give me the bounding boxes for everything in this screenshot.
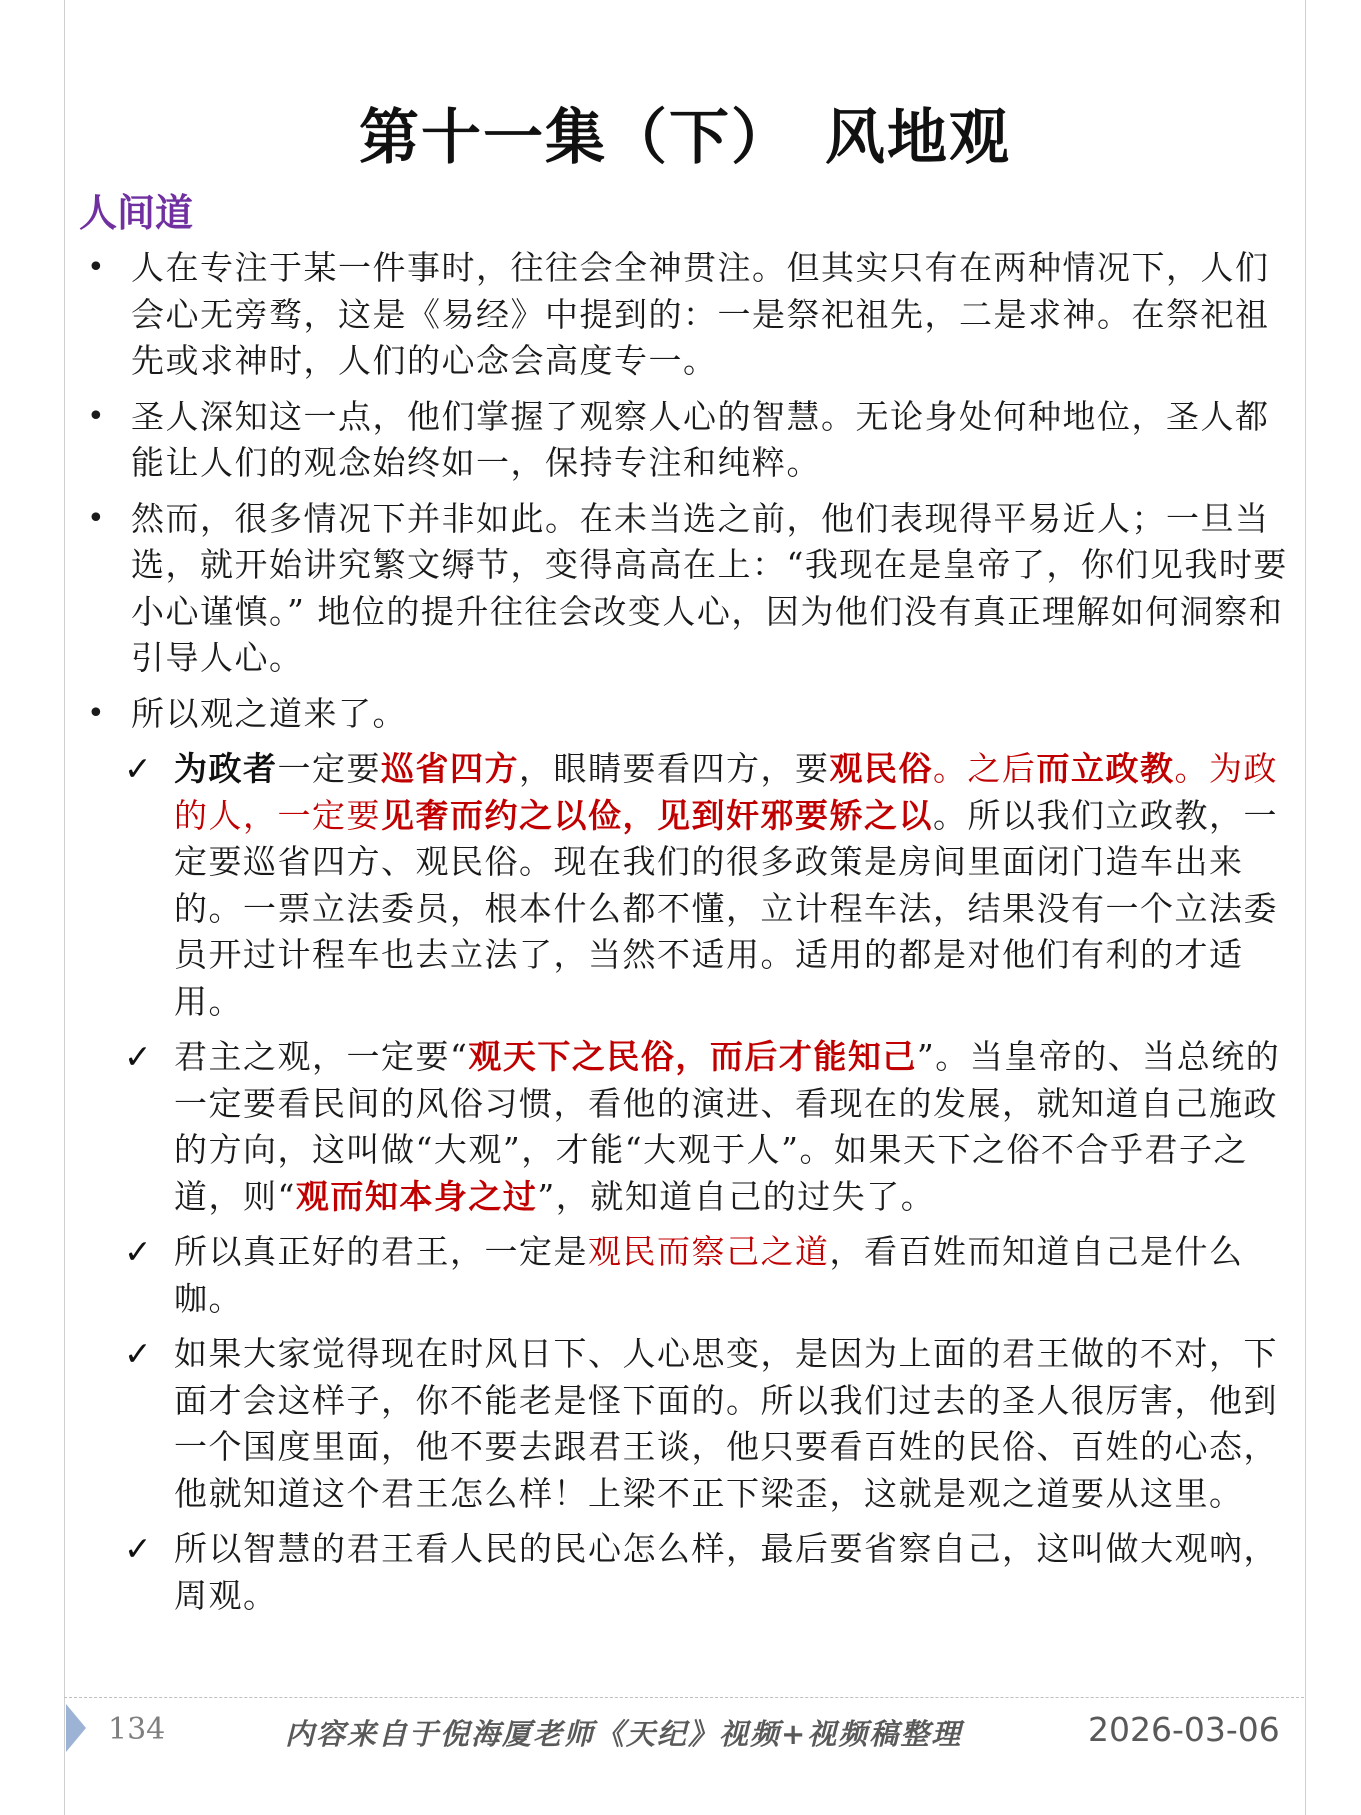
- slide-page: [64, 0, 1306, 1815]
- bullet-marker: •: [87, 250, 107, 285]
- content-body: [79, 245, 1294, 1628]
- check-icon: ✓: [124, 1529, 154, 1568]
- check-item: [79, 746, 1294, 1025]
- bullet-item: [79, 394, 1294, 487]
- text-plain: 一定要: [277, 749, 381, 788]
- page-number: 134: [108, 1712, 166, 1747]
- check-icon: ✓: [124, 1232, 154, 1271]
- section-heading: 人间道: [79, 190, 194, 235]
- bullet-text: 人在专注于某一件事时，往往会全神贯注。但其实只有在两种情况下，人们会心无旁骛，这是《易经》中提到的：一是祭祀祖先，二是求神。在祭祀祖先或求神时，人们的心念会高度专一。: [131, 248, 1270, 380]
- text-plain: ”，就知道自己的过失了。: [537, 1176, 936, 1216]
- check-item: [79, 1034, 1294, 1220]
- text-emphasis: 而立政教: [1036, 749, 1175, 788]
- bullet-item: [79, 496, 1294, 682]
- text-plain: ”。当皇帝的、当总统的一定要看民间的风俗习惯，看他的演进、看现在的发展，就知道自己施政的方向，这叫做“大观”，才能“大观于人”。如果天下之俗不合乎君子之道，则“: [174, 1037, 1281, 1216]
- text-plain: ，眼睛要看四方，要: [519, 749, 830, 788]
- text-red: 。之后: [933, 749, 1037, 788]
- text-plain: ，看百姓而知道自己是什么咖。: [174, 1232, 1244, 1318]
- bullet-text: 所以观之道来了。: [131, 693, 407, 733]
- check-icon: ✓: [124, 1334, 154, 1373]
- text-bold: 为政者: [174, 749, 278, 788]
- text-plain: 君主之观，一定要“: [174, 1037, 469, 1076]
- check-icon: ✓: [124, 749, 154, 788]
- triangle-icon: [66, 1704, 86, 1752]
- text-emphasis: 观民俗: [829, 749, 933, 788]
- text-emphasis: 观天下之民俗，而后才能知己: [468, 1037, 917, 1076]
- text-emphasis: 见奢而约之以俭，见到奸邪要矫之以: [381, 795, 933, 835]
- text-red: 观民而察己之道: [588, 1232, 830, 1271]
- text-plain: 。所以我们立政教，一定要巡省四方、观民俗。现在我们的很多政策是房间里面闭门造车出来的。一票立法委员，根本什么都不懂，立计程车法，结果没有一个立法委员开过计程车也去立法了，当然不适用。适用的都是对他们有利的才适用。: [174, 795, 1278, 1021]
- text-emphasis: 巡省四方: [381, 749, 519, 788]
- bullet-text: 然而，很多情况下并非如此。在未当选之前，他们表现得平易近人；一旦当选，就开始讲究繁文缛节，变得高高在上：“我现在是皇帝了，你们见我时要小心谨慎。” 地位的提升往往会改变人心，因为他们没有真正理解如何洞察和引导人心。: [131, 498, 1288, 677]
- bullet-marker: •: [87, 695, 107, 731]
- text-emphasis: 观而知本身之过: [295, 1176, 538, 1216]
- check-item: [79, 1229, 1294, 1322]
- check-item: [79, 1331, 1294, 1517]
- bullet-marker: •: [87, 500, 107, 536]
- footer-source: 内容来自于倪海厦老师《天纪》视频+视频稿整理: [285, 1717, 963, 1751]
- bullet-item: [79, 691, 1294, 738]
- bullet-item: [79, 245, 1294, 385]
- text-plain: 所以智慧的君王看人民的民心怎么样，最后要省察自己，这叫做大观吶，周观。: [174, 1529, 1278, 1615]
- text-red: 。为政的人，一定要: [174, 749, 1278, 835]
- check-item: [79, 1526, 1294, 1619]
- bullet-text: 圣人深知这一点，他们掌握了观察人心的智慧。无论身处何种地位，圣人都能让人们的观念始终如一，保持专注和纯粹。: [131, 396, 1270, 482]
- text-plain: 所以真正好的君王，一定是: [174, 1232, 588, 1271]
- bullet-marker: •: [87, 398, 107, 434]
- footer-date: 2026-03-06: [1088, 1710, 1280, 1749]
- page-title: 第十一集（下） 风地观: [359, 103, 1011, 173]
- footer-divider: [64, 1697, 1304, 1698]
- text-plain: 如果大家觉得现在时风日下、人心思变，是因为上面的君王做的不对，下面才会这样子，你不能老是怪下面的。所以我们过去的圣人很厉害，他到一个国度里面，他不要去跟君王谈，他只要看百姓的民俗、百姓的心态，他就知道这个君王怎么样！上梁不正下梁歪，这就是观之道要从这里。: [174, 1334, 1278, 1513]
- check-icon: ✓: [124, 1037, 154, 1076]
